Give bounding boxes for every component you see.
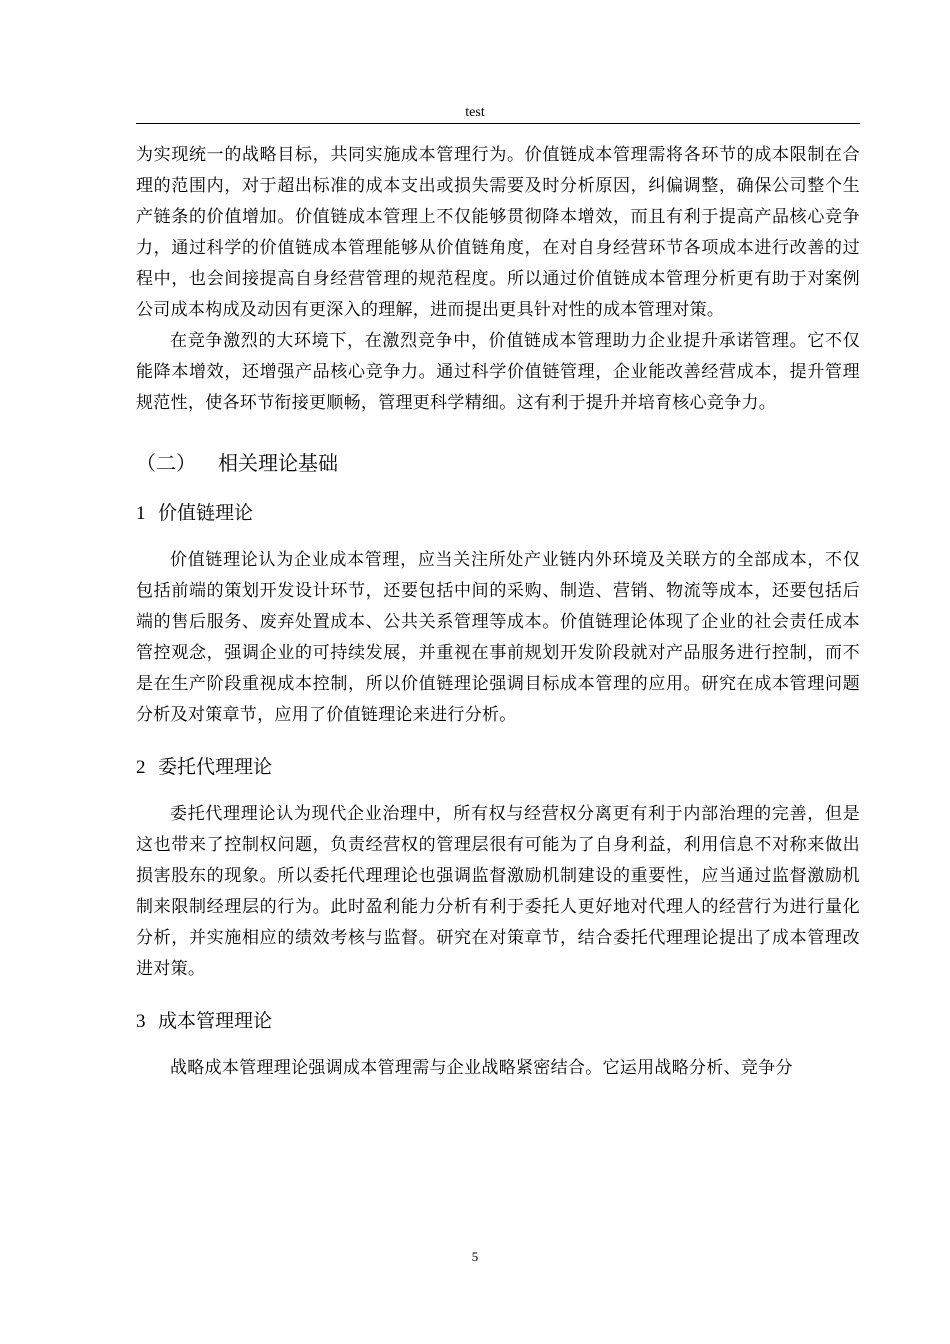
body-paragraph: 在竞争激烈的大环境下，在激烈竞争中，价值链成本管理助力企业提升承诺管理。它不仅能降本增效，还增强产品核心竞争力。通过科学价值链管理，企业能改善经营成本，提升管理规范性，使各环节衔接更顺畅，管理更科学精细。这有利于提升并培育核心竞争力。 xyxy=(136,331,860,413)
subsection-body-3: 战略成本管理理论强调成本管理需与企业战略紧密结合。它运用战略分析、竞争分 xyxy=(170,1058,793,1078)
subsection-heading-2 xyxy=(136,753,860,781)
subsection-body-1: 价值链理论认为企业成本管理，应当关注所处产业链内外环境及关联方的全部成本，不仅包括前端的策划开发设计环节，还要包括中间的采购、制造、营销、物流等成本，还要包括后端的售后服务、废弃处置成本、公共关系管理等成本。价值链理论体现了企业的社会责任成本管控观念，强调企业的可持续发展，并重视在事前规划开发阶段就对产品服务进行控制，而不是在生产阶段重视成本控制，所以价值链理论强调目标成本管理的应用。研究在成本管理问题分析及对策章节，应用了价值链理论来进行分析。 xyxy=(136,550,860,725)
subsection-body-2: 委托代理理论认为现代企业治理中，所有权与经营权分离更有利于内部治理的完善，但是这也带来了控制权问题，负责经营权的管理层很有可能为了自身利益，利用信息不对称来做出损害股东的现象。所以委托代理理论也强调监督激励机制建设的重要性，应当通过监督激励机制来限制经理层的行为。此时盈利能力分析有利于委托人更好地对代理人的经营行为进行量化分析，并实施相应的绩效考核与监督。研究在对策章节，结合委托代理理论提出了成本管理改进对策。 xyxy=(136,804,860,979)
subsection-number: 3 xyxy=(136,1011,146,1032)
section-heading-title: 相关理论基础 xyxy=(218,451,338,475)
page-number: 5 xyxy=(471,1249,479,1264)
subsection-number: 1 xyxy=(136,503,146,524)
subsection-title: 委托代理理论 xyxy=(158,756,273,778)
body-paragraph-continued: 为实现统一的战略目标，共同实施成本管理行为。价值链成本管理需将各环节的成本限制在合理的范围内，对于超出标准的成本支出或损失需要及时分析原因，纠偏调整，确保公司整个生产链条的价值增加。价值链成本管理上不仅能够贯彻降本增效，而且有利于提高产品核心竞争力，通过科学的价值链成本管理能够从价值链角度，在对自身经营环节各项成本进行改善的过程中，也会间接提高自身经营管理的规范程度。所以通过价值链成本管理分析更有助于对案例公司成本构成及动因有更深入的理解，进而提出更具针对性的成本管理对策。 xyxy=(136,145,860,320)
subsection-title: 成本管理理论 xyxy=(158,1010,273,1032)
header-divider xyxy=(136,123,860,124)
section-heading-number: （二） xyxy=(136,451,196,475)
page-body xyxy=(136,140,860,1084)
running-header: test xyxy=(465,105,485,120)
section-heading xyxy=(136,449,860,477)
subsection-title: 价值链理论 xyxy=(158,502,254,524)
subsection-number: 2 xyxy=(136,757,146,778)
subsection-heading-1 xyxy=(136,499,860,527)
subsection-heading-3 xyxy=(136,1007,860,1035)
